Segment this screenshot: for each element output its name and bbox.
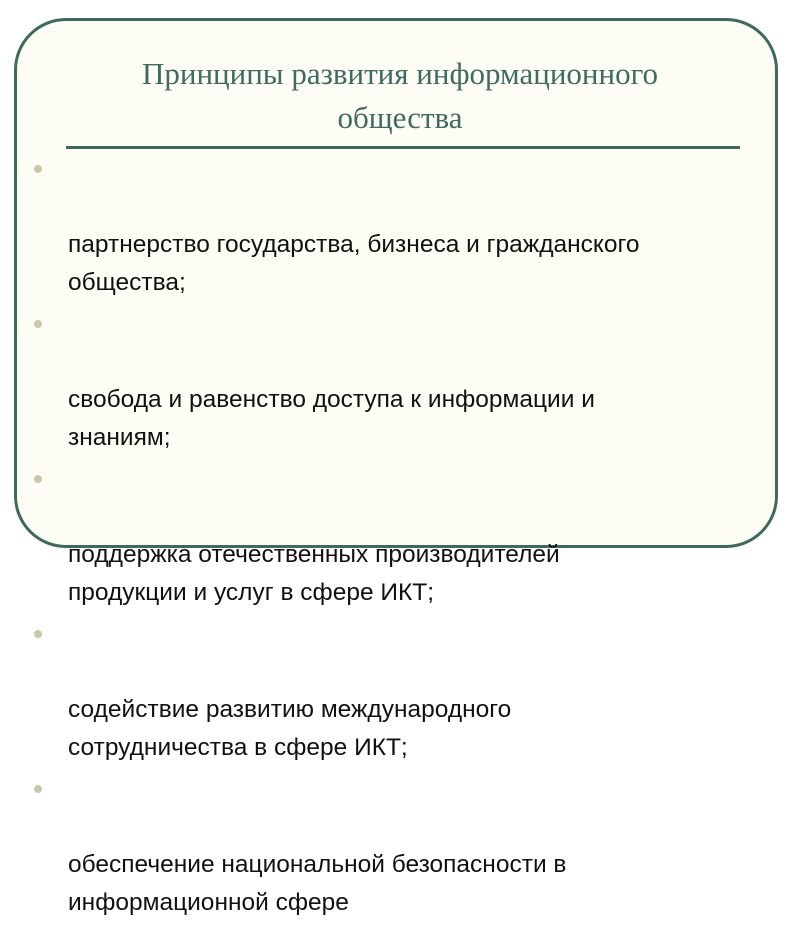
bullet-dot-icon	[34, 320, 42, 328]
bullet-text: партнерство государства, бизнеса и гражданского общества;	[68, 231, 640, 296]
bullet-item	[30, 150, 795, 302]
bullet-dot-icon	[34, 630, 42, 638]
bullet-text: обеспечение национальной безопасности в информационной сфере	[68, 851, 567, 916]
bullet-item	[30, 460, 795, 612]
bullet-text: содействие развитию международного сотрудничества в сфере ИКТ;	[68, 696, 512, 761]
bullet-dot-icon	[34, 165, 42, 173]
bullet-text: поддержка отечественных производителей продукции и услуг в сфере ИКТ;	[68, 541, 560, 606]
bullet-dot-icon	[34, 785, 42, 793]
title-underline	[66, 146, 740, 149]
bullet-item	[30, 770, 795, 922]
slide-title: Принципы развития информационного общества	[141, 56, 659, 135]
bullet-item	[30, 615, 795, 767]
bullet-text: свобода и равенство доступа к информации и знаниям;	[68, 386, 595, 451]
bullet-dot-icon	[34, 475, 42, 483]
bullet-item	[30, 305, 795, 457]
bullet-list	[30, 150, 795, 925]
